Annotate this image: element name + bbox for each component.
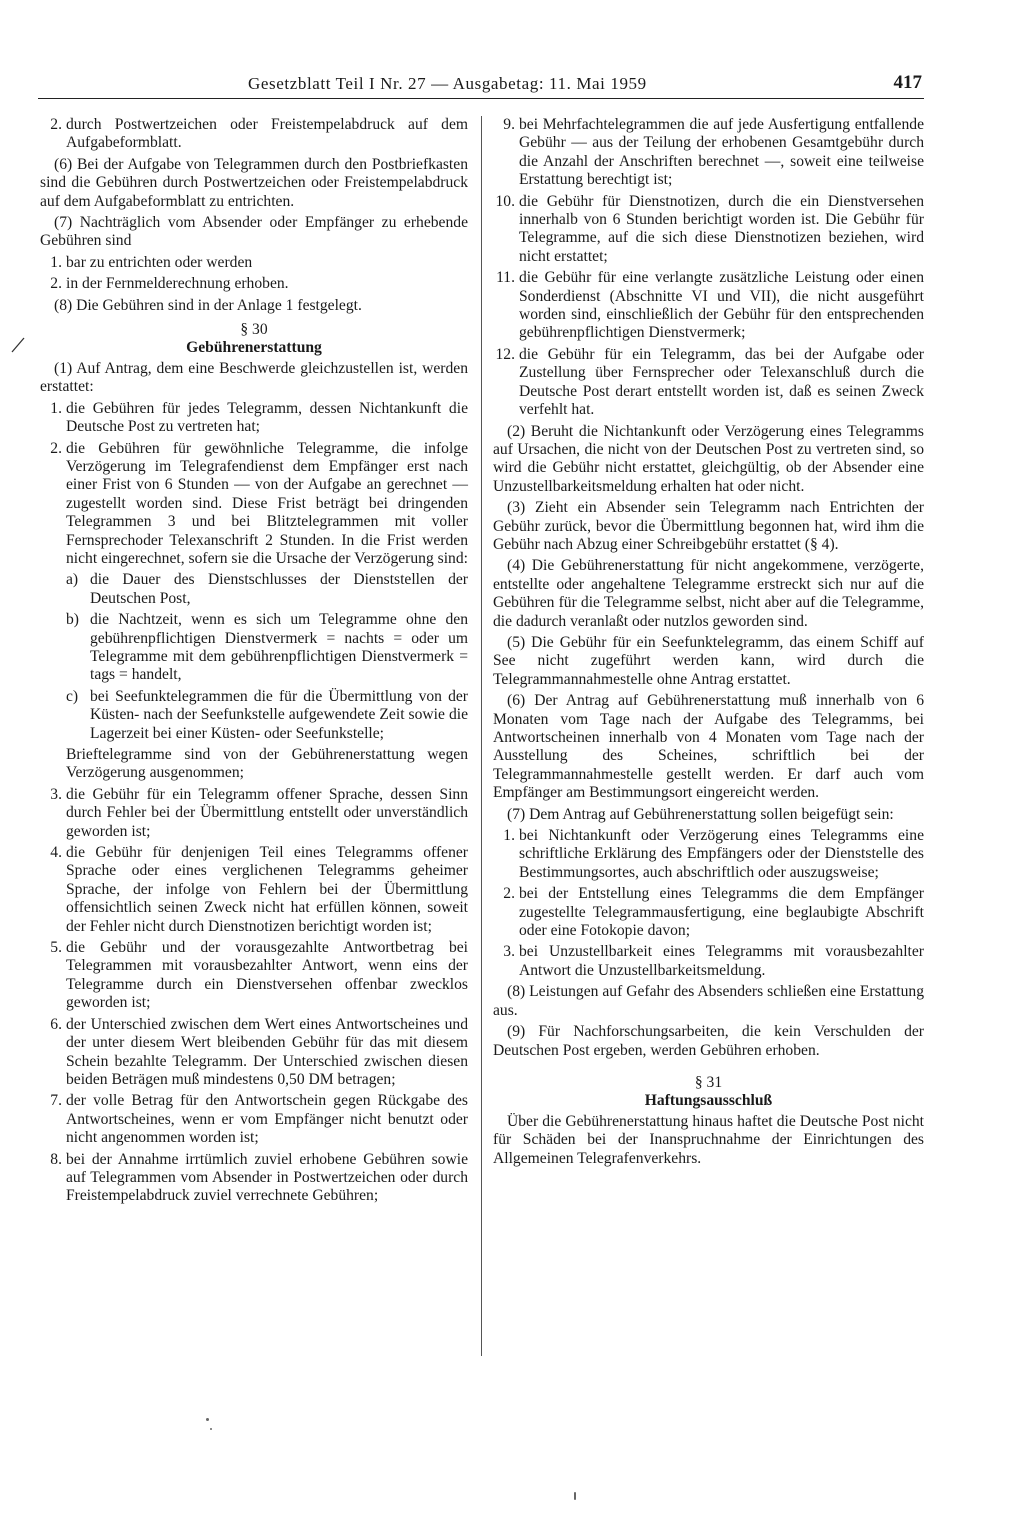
item-text: bei Nichtankunft oder Verzögerung eines Telegramms eine schriftliche Erklärung des Empfängers oder der Dienststelle des Bestimmungsortes, auch abschriftlich oder auszugsweise;: [519, 827, 924, 881]
paragraph-9: (9) Für Nachforschungsarbeiten, die kein Verschulden der Deutschen Post ergeben, werden Gebühren erhoben.: [493, 1023, 924, 1059]
list-item: [493, 116, 924, 190]
item-text: bei Mehrfachtelegrammen die auf jede Ausfertigung entfallende Gebühr — aus der Teilung der erhobenen Gesamtgebühr durch die Anzahl der Anschriften berechnet —, soweit eine teilweise Erstattung berechtigt ist;: [519, 116, 924, 189]
list-item: [493, 827, 924, 882]
item-text: bei der Annahme irrtümlich zuviel erhobene Gebühren sowie auf Telegrammen vom Absender in Postwertzeichen oder durch Freistempelabdruck zuviel verrechnete Gebühren;: [66, 1150, 468, 1205]
paragraph-4: (4) Die Gebührenerstattung für nicht angekommene, verzögerte, entstellte oder angehaltene Telegramme erstreckt sich nur auf die Gebühren für die Telegramme selbst, nicht aber auf die Telegramme, die dadurch veranlaßt oder nutzlos geworden sind.: [493, 557, 924, 630]
scan-speck: [574, 1492, 576, 1500]
item-text: die Gebühr für denjenigen Teil eines Telegramms offener Sprache oder eines verglichenen Telegramms geheimer Sprache, der infolge von Fehlern bei der Übermittlung offensichtlich seinen Zweck nicht hat erfüllen können, soweit der Fehler nicht durch Dienstnotizen berichtigt worden ist;: [66, 844, 468, 935]
list-item: [493, 885, 924, 940]
list-item: [40, 939, 468, 1013]
item-number: 2.: [50, 275, 62, 293]
section-title: Haftungsausschluß: [644, 1092, 773, 1110]
item-text: bar zu entrichten oder werden: [66, 253, 253, 271]
item-number: 5.: [50, 939, 62, 957]
list-item: [493, 269, 924, 343]
list-item: [40, 1016, 468, 1090]
item-number: 10.: [495, 192, 515, 210]
item-text: die Gebühr für eine verlangte zusätzliche Leistung oder einen Sonderdienst (Abschnitte VI und VII), die nicht ausgeführt worden sind, einschließlich der Gebühr für den entsprechenden gebührenpflichtigen Dienstvermerk;: [519, 269, 924, 342]
list-item: [40, 440, 468, 569]
item-number: 2.: [50, 116, 62, 133]
item-text: der Unterschied zwischen dem Wert eines Antwortscheines und der unter diesem Wert bleibenden Gebühr für das mit diesem Schein bezahlte Telegramm. Der Unterschied zwischen diesen beiden Beträgen muß mindestens 0,50 DM betragen;: [66, 1015, 468, 1088]
item-text: die Gebühr für Dienstnotizen, durch die ein Dienstversehen innerhalb von 6 Stunden berichtigt worden ist. Die Gebühr für Telegramme, auf die sich diese Dienstnotizen beziehen, wird nicht erstattet;: [519, 192, 924, 265]
list-item: [493, 193, 924, 267]
list-item: [40, 116, 468, 153]
paragraph-8: (8) Die Gebühren sind in der Anlage 1 festgelegt.: [54, 296, 362, 314]
item-number: 6.: [50, 1015, 62, 1033]
section-title: Gebührenerstattung: [186, 339, 322, 357]
item-number: 8.: [50, 1150, 62, 1168]
column-divider: [481, 116, 482, 1356]
paragraph-7: (7) Nachträglich vom Absender oder Empfänger zu erhebende Gebühren sind: [40, 214, 468, 250]
item-number: 3.: [50, 785, 62, 803]
item-text: bei Unzustellbarkeit eines Telegramms mit vorausbezahlter Antwort die Unzustellbarkeitsmeldung.: [519, 943, 924, 979]
list-item: [40, 844, 468, 936]
paragraph-6: (6) Der Antrag auf Gebührenerstattung muß innerhalb von 6 Monaten vom Tage nach der Aufgabe des Telegramms, bei Antwortscheinen innerhalb von 4 Monaten vom Tage nach der Ausstellung des Scheines, schriftlich bei der Telegrammannahmestelle gestellt werden. Er darf auch vom Empfänger am Bestimmungsort eingereicht werden.: [493, 692, 924, 802]
header-title: Gesetzblatt Teil I Nr. 27 — Ausgabetag: 11. Mai 1959: [248, 74, 647, 93]
sub-item-text: die Dauer des Dienstschlusses der Dienststellen der Deutschen Post,: [90, 571, 468, 607]
paragraph-2: (2) Beruht die Nichtankunft oder Verzögerung eines Telegramms auf Ursachen, die nicht von der Deutschen Post zu vertreten sind, so wird die Gebühr nicht erstattet, gleichgültig, ob der Absender eine Unzustellbarkeitsmeldung erhalten hat oder nicht.: [493, 422, 924, 495]
section-number: § 30: [240, 321, 268, 339]
item-number: 9.: [503, 116, 515, 133]
list-item: [40, 1092, 468, 1147]
margin-mark: [10, 336, 26, 354]
sub-item-text: bei Seefunktelegrammen die für die Übermittlung von der Küsten- nach der Seefunkstelle aufgewendete Zeit sowie die Lagerzeit bei einer Küsten- oder Seefunkstelle;: [90, 687, 468, 742]
item-number: 1.: [50, 253, 62, 271]
item-text: die Gebühr für ein Telegramm offener Sprache, dessen Sinn durch Fehler bei der Übermittlung entstellt oder unverständlich geworden ist;: [66, 785, 468, 840]
scan-speck: [206, 1418, 209, 1421]
item-number: 7.: [50, 1092, 62, 1110]
page-header: [38, 72, 924, 99]
list-item: [40, 275, 468, 293]
item-number: 3.: [503, 943, 515, 961]
item-text: durch Postwertzeichen oder Freistempelabdruck auf dem Aufgabeformblatt.: [66, 116, 468, 152]
page-number: 417: [893, 72, 922, 93]
item-number: 4.: [50, 844, 62, 862]
sub-item-letter: c): [66, 687, 79, 705]
item-number: 11.: [496, 269, 515, 287]
brieftelegramme-note: Brieftelegramme sind von der Gebührenerstattung wegen Verzögerung ausgenommen;: [66, 746, 468, 782]
paragraph-7: (7) Dem Antrag auf Gebührenerstattung sollen beigefügt sein:: [507, 805, 894, 823]
item-text: bei der Entstellung eines Telegramms die dem Empfänger zugestellte Telegrammausfertigung, eine beglaubigte Abschrift oder eine Fotokopie davon;: [519, 885, 924, 940]
sub-item: [40, 611, 468, 685]
item-text: die Gebühren für gewöhnliche Telegramme, die infolge Verzögerung im Telegrafendienst dem Empfänger erst nach einer Frist von 6 Stunden — von der Aufgabe an gerechnet — zugestellt worden sind. Diese Frist beträgt bei dringenden Telegrammen 3 und bei Blitztelegrammen mit voller Fernsprechoder Telexanschrift 2 Stunden. In die Frist werden nicht eingerechnet, sofern sie die Ursache der Verzögerung sind:: [66, 439, 468, 567]
item-text: der volle Betrag für den Antwortschein gegen Rückgabe des Antwortscheines, wenn er vom Empfänger nicht benutzt oder nicht angenommen worden ist;: [66, 1092, 468, 1147]
list-item: [40, 1151, 468, 1206]
sub-item: [40, 688, 468, 743]
paragraph-3: (3) Zieht ein Absender sein Telegramm nach Entrichten der Gebühr zurück, bevor die Übermittlung begonnen hat, wird ihm die Gebühr nach Abzug einer Schreibgebühr erstattet (§ 4).: [493, 499, 924, 553]
list-item: [493, 346, 924, 420]
list-item: [40, 400, 468, 437]
list-item: [493, 943, 924, 980]
sub-item-text: die Nachtzeit, wenn es sich um Telegramme ohne den gebührenpflichtigen Dienstvermerk = nachts = oder um Telegramme mit dem gebührenpflichtigen Dienstvermerk = tags = handelt,: [90, 611, 468, 684]
item-text: die Gebühr für ein Telegramm, das bei der Aufgabe oder Zustellung über Fernsprecher oder Telexanschluß durch die Deutsche Post derart entstellt worden ist, daß es seinen Zweck verfehlt hat.: [519, 345, 924, 419]
right-column: [493, 116, 924, 1171]
item-number: 12.: [495, 345, 515, 363]
item-text: die Gebühren für jedes Telegramm, dessen Nichtankunft die Deutsche Post zu vertreten hat;: [66, 399, 468, 436]
scan-speck: [210, 1428, 212, 1430]
sub-item-letter: b): [66, 611, 79, 629]
sub-item-letter: a): [66, 571, 79, 589]
section-intro: (1) Auf Antrag, dem eine Beschwerde gleichzustellen ist, werden erstattet:: [40, 359, 468, 396]
item-text: die Gebühr und der vorausgezahlte Antwortbetrag bei Telegrammen mit vorausbezahlter Antwort, wenn eins der Telegramme durch ein Dienstversehen offenbar zwecklos geworden ist;: [66, 939, 468, 1012]
item-number: 2.: [50, 439, 62, 457]
section-number: § 31: [694, 1073, 723, 1091]
item-number: 1.: [50, 399, 62, 417]
sub-item: [40, 571, 468, 608]
list-item: [40, 254, 468, 272]
section-31-text: Über die Gebührenerstattung hinaus haftet die Deutsche Post nicht für Schäden bei der Inanspruchnahme der Einrichtungen des Allgemeinen Telegrafenverkehrs.: [493, 1112, 924, 1167]
item-number: 1.: [503, 827, 515, 845]
item-number: 2.: [503, 885, 515, 903]
list-item: [40, 786, 468, 841]
paragraph-5: (5) Die Gebühr für ein Seefunktelegramm, das einem Schiff auf See nicht zugeführt werden kann, wird durch die Telegrammannahmestelle ohne Antrag erstattet.: [493, 633, 924, 688]
paragraph-8: (8) Leistungen auf Gefahr des Absenders schließen eine Erstattung aus.: [493, 983, 924, 1019]
paragraph-6: (6) Bei der Aufgabe von Telegrammen durch den Postbriefkasten sind die Gebühren durch Postwertzeichen oder Freistempelabdruck auf dem Aufgabeformblatt zu entrichten.: [40, 155, 468, 210]
left-column: [40, 116, 468, 1209]
item-text: in der Fernmelderechnung erhoben.: [66, 275, 289, 293]
